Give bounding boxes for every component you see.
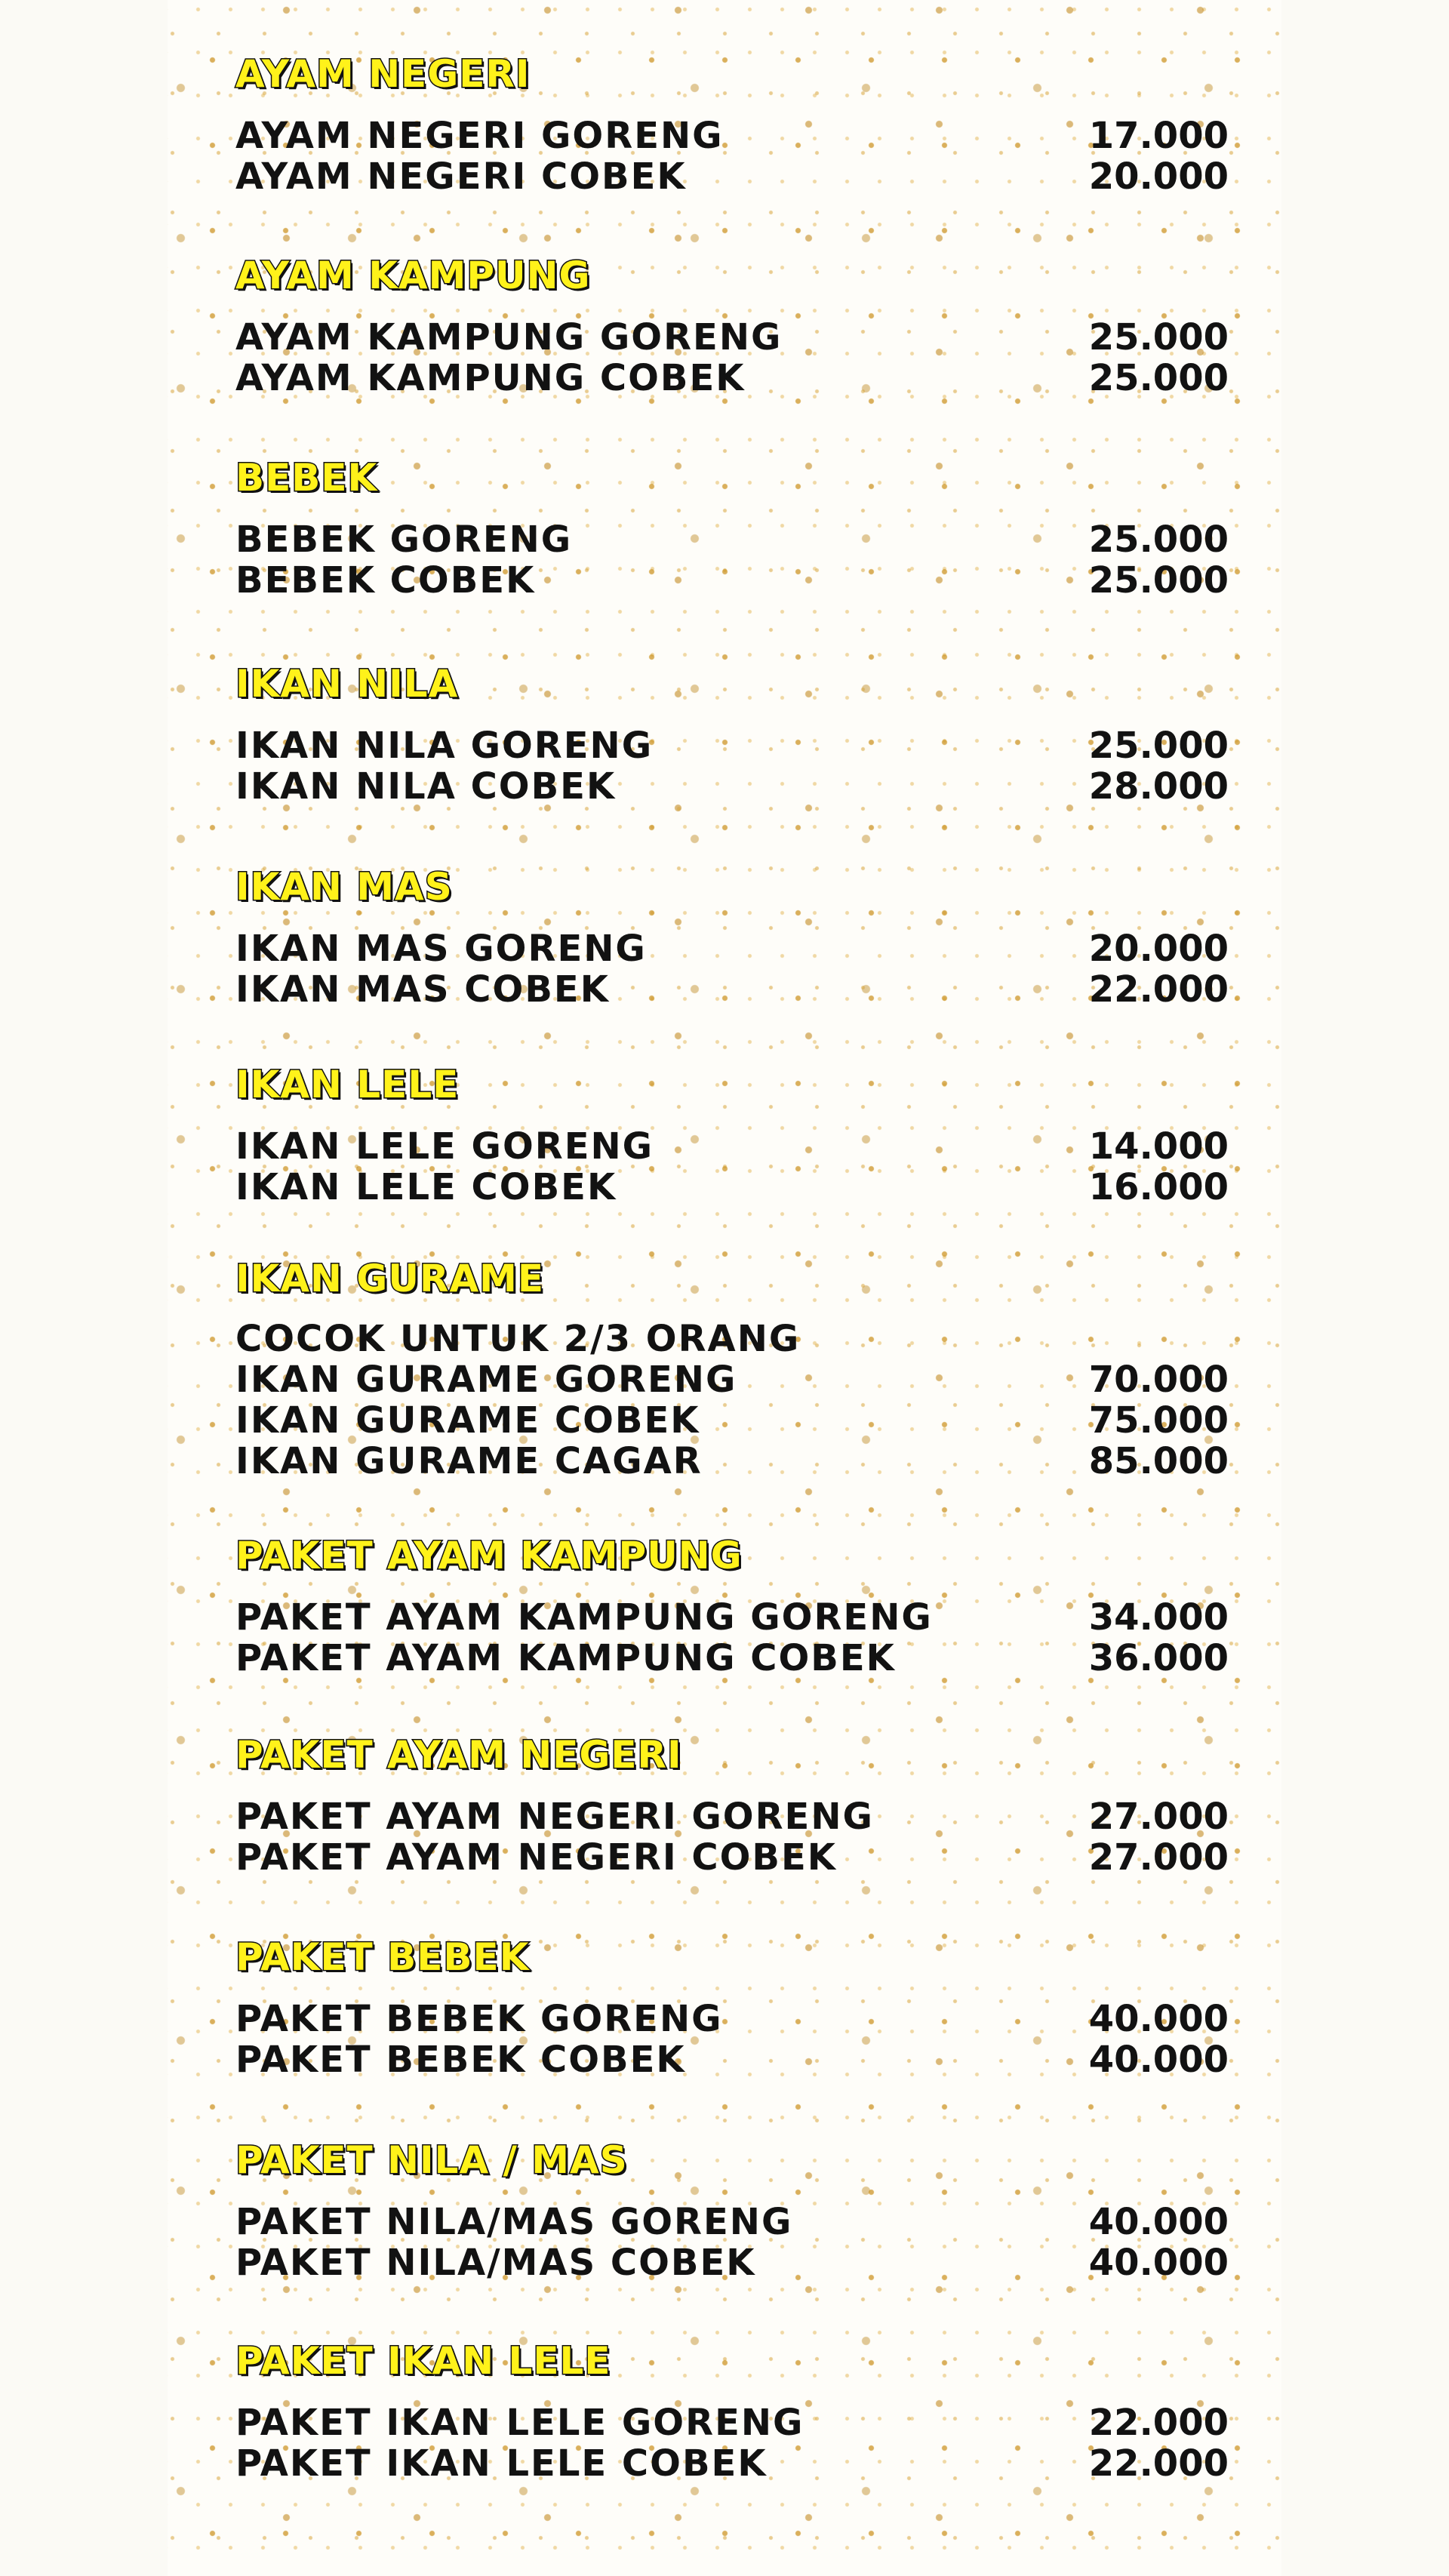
- item-name: IKAN LELE GORENG: [235, 1125, 654, 1168]
- item-price: 40.000: [1088, 1998, 1229, 2040]
- item-name: IKAN NILA GORENG: [235, 725, 654, 767]
- item-name: PAKET IKAN LELE COBEK: [235, 2442, 768, 2485]
- section-title: PAKET AYAM NEGERI: [235, 1733, 682, 1777]
- menu-item-note: [235, 1319, 1229, 1359]
- item-name: IKAN NILA COBEK: [235, 765, 617, 808]
- item-note: COCOK UNTUK 2/3 ORANG: [235, 1318, 801, 1360]
- menu-item: [235, 519, 1229, 560]
- menu-item: [235, 560, 1229, 601]
- item-price: 17.000: [1088, 115, 1229, 157]
- section-title: IKAN GURAME: [235, 1257, 545, 1300]
- menu-item: [235, 1837, 1229, 1878]
- item-price: 25.000: [1088, 357, 1229, 399]
- menu-item: [235, 969, 1229, 1010]
- item-price: 16.000: [1088, 1166, 1229, 1208]
- item-price: 75.000: [1088, 1399, 1229, 1442]
- item-price: 27.000: [1088, 1836, 1229, 1879]
- item-price: 25.000: [1088, 725, 1229, 767]
- section-title: PAKET IKAN LELE: [235, 2339, 611, 2383]
- menu-item: [235, 2443, 1229, 2484]
- item-price: 14.000: [1088, 1125, 1229, 1168]
- item-name: PAKET BEBEK GORENG: [235, 1998, 723, 2040]
- menu-item: [235, 1167, 1229, 1208]
- menu-page: [168, 0, 1281, 2576]
- item-name: BEBEK GORENG: [235, 519, 573, 561]
- item-name: PAKET AYAM NEGERI COBEK: [235, 1836, 837, 1879]
- item-name: AYAM KAMPUNG COBEK: [235, 357, 746, 399]
- menu-item: [235, 1638, 1229, 1679]
- item-price: 25.000: [1088, 519, 1229, 561]
- menu-item: [235, 156, 1229, 197]
- menu-item: [235, 1796, 1229, 1837]
- menu-item: [235, 1999, 1229, 2039]
- item-price: 40.000: [1088, 2201, 1229, 2243]
- item-price: 25.000: [1088, 559, 1229, 602]
- item-price: 70.000: [1088, 1359, 1229, 1401]
- menu-item: [235, 115, 1229, 156]
- item-price: 34.000: [1088, 1596, 1229, 1639]
- item-price: 22.000: [1088, 968, 1229, 1011]
- menu-item: [235, 1441, 1229, 1482]
- item-name: PAKET BEBEK COBEK: [235, 2039, 686, 2081]
- menu-item: [235, 2402, 1229, 2443]
- item-name: IKAN GURAME GORENG: [235, 1359, 737, 1401]
- item-price: 40.000: [1088, 2039, 1229, 2081]
- section-title: AYAM KAMPUNG: [235, 254, 591, 297]
- item-name: PAKET NILA/MAS COBEK: [235, 2242, 756, 2284]
- menu-item: [235, 1359, 1229, 1400]
- item-price: 22.000: [1088, 2402, 1229, 2444]
- section-title: PAKET BEBEK: [235, 1935, 530, 1979]
- item-price: 27.000: [1088, 1796, 1229, 1838]
- item-name: AYAM NEGERI COBEK: [235, 155, 687, 198]
- item-name: AYAM KAMPUNG GORENG: [235, 316, 783, 359]
- menu-item: [235, 2202, 1229, 2242]
- section-title: BEBEK: [235, 456, 378, 500]
- menu-item: [235, 766, 1229, 807]
- item-name: PAKET AYAM NEGERI GORENG: [235, 1796, 874, 1838]
- item-price: 36.000: [1088, 1637, 1229, 1679]
- menu-item: [235, 1597, 1229, 1638]
- item-price: 40.000: [1088, 2242, 1229, 2284]
- menu-item: [235, 1126, 1229, 1167]
- section-title: IKAN MAS: [235, 865, 453, 909]
- section-title: PAKET NILA / MAS: [235, 2138, 628, 2182]
- item-price: 22.000: [1088, 2442, 1229, 2485]
- item-name: PAKET IKAN LELE GORENG: [235, 2402, 804, 2444]
- item-name: IKAN LELE COBEK: [235, 1166, 617, 1208]
- item-price: 20.000: [1088, 928, 1229, 970]
- section-title: PAKET AYAM KAMPUNG: [235, 1534, 743, 1577]
- item-price: 20.000: [1088, 155, 1229, 198]
- item-name: IKAN MAS GORENG: [235, 928, 647, 970]
- section-title: AYAM NEGERI: [235, 52, 531, 96]
- item-name: BEBEK COBEK: [235, 559, 536, 602]
- section-title: IKAN NILA: [235, 662, 459, 706]
- item-name: IKAN MAS COBEK: [235, 968, 610, 1011]
- menu-item: [235, 358, 1229, 399]
- menu-item: [235, 928, 1229, 969]
- section-title: IKAN LELE: [235, 1063, 460, 1106]
- item-name: IKAN GURAME CAGAR: [235, 1440, 703, 1482]
- menu-item: [235, 2039, 1229, 2080]
- item-name: PAKET NILA/MAS GORENG: [235, 2201, 793, 2243]
- menu-item: [235, 1400, 1229, 1441]
- menu-item: [235, 317, 1229, 358]
- item-name: AYAM NEGERI GORENG: [235, 115, 724, 157]
- menu-item: [235, 725, 1229, 766]
- item-name: IKAN GURAME COBEK: [235, 1399, 700, 1442]
- item-price: 85.000: [1088, 1440, 1229, 1482]
- item-price: 28.000: [1088, 765, 1229, 808]
- item-name: PAKET AYAM KAMPUNG COBEK: [235, 1637, 896, 1679]
- item-name: PAKET AYAM KAMPUNG GORENG: [235, 1596, 933, 1639]
- menu-item: [235, 2242, 1229, 2283]
- item-price: 25.000: [1088, 316, 1229, 359]
